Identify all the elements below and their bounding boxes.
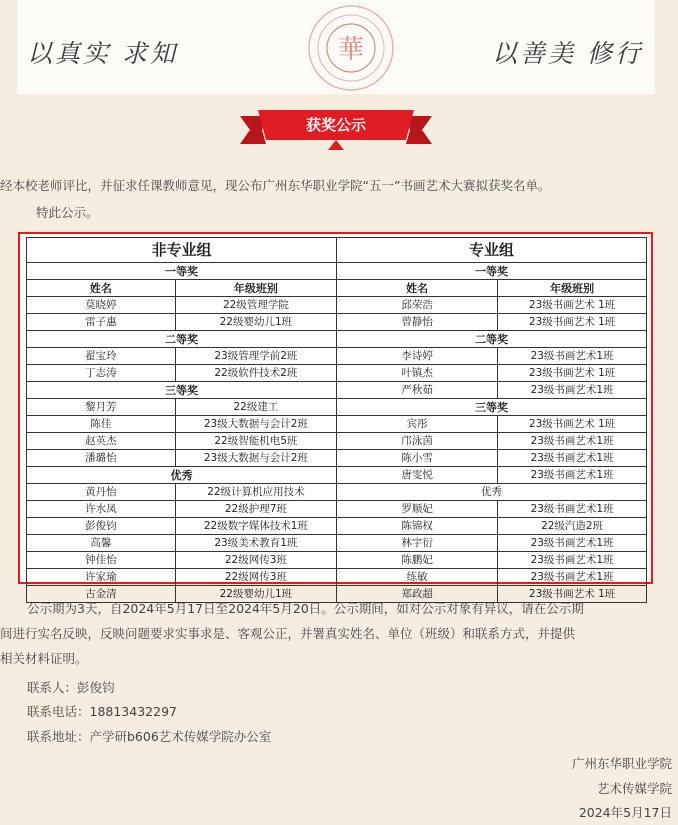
student-name: 郑政超	[336, 586, 497, 603]
table-row	[27, 484, 647, 501]
table-row	[27, 331, 647, 348]
student-name: 陈小雪	[336, 450, 497, 467]
student-name: 潘璐怡	[27, 450, 176, 467]
award-level-label: 三等奖	[27, 382, 337, 399]
table-row	[27, 365, 647, 382]
award-level-label: 一等奖	[336, 263, 646, 280]
table-row	[27, 552, 647, 569]
student-name: 高馨	[27, 535, 176, 552]
student-class: 22级软件技术2班	[175, 365, 336, 382]
table-row	[27, 263, 647, 280]
student-name: 黄丹怡	[27, 484, 176, 501]
student-class: 23级书画艺术1班	[498, 535, 647, 552]
col-header-class: 年级班别	[498, 280, 647, 297]
student-name: 许家瑜	[27, 569, 176, 586]
award-level-label: 二等奖	[27, 331, 337, 348]
intro-text: 经本校老师评比，并征求任课教师意见，现公布广州东华职业学院“五一”书画艺术大赛拟获奖名单。	[0, 178, 551, 193]
col-header-class: 年级班别	[175, 280, 336, 297]
student-class: 23级书画艺术1班	[498, 501, 647, 518]
table-row	[27, 450, 647, 467]
table-row	[27, 433, 647, 450]
student-class: 23级书画艺术1班	[498, 552, 647, 569]
student-class: 23级书画艺术 1班	[498, 365, 647, 382]
student-class: 23级书画艺术1班	[498, 467, 647, 484]
table-row	[27, 399, 647, 416]
student-name: 彭俊钧	[27, 518, 176, 535]
student-name: 陈锦权	[336, 518, 497, 535]
student-class: 23级大数据与会计2班	[175, 450, 336, 467]
award-level-label: 二等奖	[336, 331, 646, 348]
award-table	[26, 237, 647, 603]
table-row	[27, 382, 647, 399]
table-row	[27, 518, 647, 535]
student-name: 罗顺妃	[336, 501, 497, 518]
table-row	[27, 569, 647, 586]
student-name: 邱荣浩	[336, 297, 497, 314]
award-level-label: 优秀	[27, 467, 337, 484]
student-name: 严秋茹	[336, 382, 497, 399]
contact-person: 联系人：彭俊钧	[27, 680, 115, 695]
table-row	[27, 416, 647, 433]
student-class: 23级书画艺术 1班	[498, 416, 647, 433]
student-name: 黎月芳	[27, 399, 176, 416]
table-row	[27, 348, 647, 365]
student-name: 宾彤	[336, 416, 497, 433]
student-class: 22级护理7班	[175, 501, 336, 518]
intro-note: 特此公示。	[36, 205, 99, 220]
student-class: 23级大数据与会计2班	[175, 416, 336, 433]
award-table-frame	[18, 232, 653, 600]
student-name: 莫晓婷	[27, 297, 176, 314]
student-class: 23级书画艺术1班	[498, 382, 647, 399]
student-class: 23级书画艺术1班	[498, 433, 647, 450]
student-class: 23级书画艺术1班	[498, 569, 647, 586]
student-name: 雷子惠	[27, 314, 176, 331]
left-slogan: 以真实 求知	[27, 39, 178, 68]
student-name: 练敏	[336, 569, 497, 586]
student-class: 23级书画艺术 1班	[498, 314, 647, 331]
signature-dept: 艺术传媒学院	[596, 781, 672, 796]
table-row	[27, 535, 647, 552]
student-name: 钟佳怡	[27, 552, 176, 569]
student-name: 李诗婷	[336, 348, 497, 365]
notice-line: 间进行实名反映，反映问题要求实事求是、客观公正，并署真实姓名、单位（班级）和联系方式，并提供	[0, 626, 576, 641]
table-row	[27, 501, 647, 518]
signature-org: 广州东华职业学院	[571, 756, 672, 771]
table-row	[27, 314, 647, 331]
student-class: 23级管理学前2班	[175, 348, 336, 365]
header-banner	[17, 0, 655, 94]
group-professional: 专业组	[336, 238, 646, 263]
student-class: 23级美术教育1班	[175, 535, 336, 552]
student-class: 22级婴幼儿1班	[175, 586, 336, 603]
student-name: 许水凤	[27, 501, 176, 518]
col-header-name: 姓名	[336, 280, 497, 297]
right-slogan: 以善美 修行	[492, 39, 643, 68]
student-name: 林宇衍	[336, 535, 497, 552]
notice-line: 公示期为3天，自2024年5月17日至2024年5月20日。公示期间，如对公示对象有异议，请在公示期	[27, 601, 584, 616]
award-level-label: 一等奖	[27, 263, 337, 280]
student-name: 丁志涛	[27, 365, 176, 382]
signature-date: 2024年5月17日	[578, 805, 672, 820]
student-class: 22级计算机应用技术	[175, 484, 336, 501]
notice-line: 相关材料证明。	[0, 651, 88, 666]
student-class: 23级书画艺术1班	[498, 348, 647, 365]
student-class: 23级书画艺术 1班	[498, 297, 647, 314]
col-header-name: 姓名	[27, 280, 176, 297]
notice-paragraph	[0, 596, 678, 671]
student-name: 赵英杰	[27, 433, 176, 450]
student-name: 邝泳茵	[336, 433, 497, 450]
svg-text:華: 華	[337, 35, 365, 65]
table-row	[27, 280, 647, 297]
student-class: 22级智能机电5班	[175, 433, 336, 450]
student-class: 22级建工	[175, 399, 336, 416]
student-class: 23级书画艺术 1班	[498, 586, 647, 603]
student-name: 翟宝玲	[27, 348, 176, 365]
school-seal-logo	[307, 4, 395, 92]
student-name: 曾静怡	[336, 314, 497, 331]
award-level-label: 三等奖	[336, 399, 646, 416]
ribbon-title: 获奖公示	[305, 116, 366, 134]
award-level-label: 优秀	[336, 484, 646, 501]
student-name: 陈佳	[27, 416, 176, 433]
student-name: 叶镇杰	[336, 365, 497, 382]
student-name: 唐雯悦	[336, 467, 497, 484]
student-name: 古金清	[27, 586, 176, 603]
student-class: 22级汽造2班	[498, 518, 647, 535]
student-class: 22级网传3班	[175, 552, 336, 569]
table-row	[27, 297, 647, 314]
student-class: 22级管理学院	[175, 297, 336, 314]
student-class: 22级婴幼儿1班	[175, 314, 336, 331]
student-class: 22级数字媒体技术1班	[175, 518, 336, 535]
contact-address: 联系地址：产学研b606艺术传媒学院办公室	[27, 729, 272, 744]
table-row	[27, 467, 647, 484]
contact-phone: 联系电话：18813432297	[27, 704, 177, 719]
group-non-professional: 非专业组	[27, 238, 337, 263]
student-class: 22级网传3班	[175, 569, 336, 586]
student-name: 陈鹏妃	[336, 552, 497, 569]
student-class: 23级书画艺术1班	[498, 450, 647, 467]
